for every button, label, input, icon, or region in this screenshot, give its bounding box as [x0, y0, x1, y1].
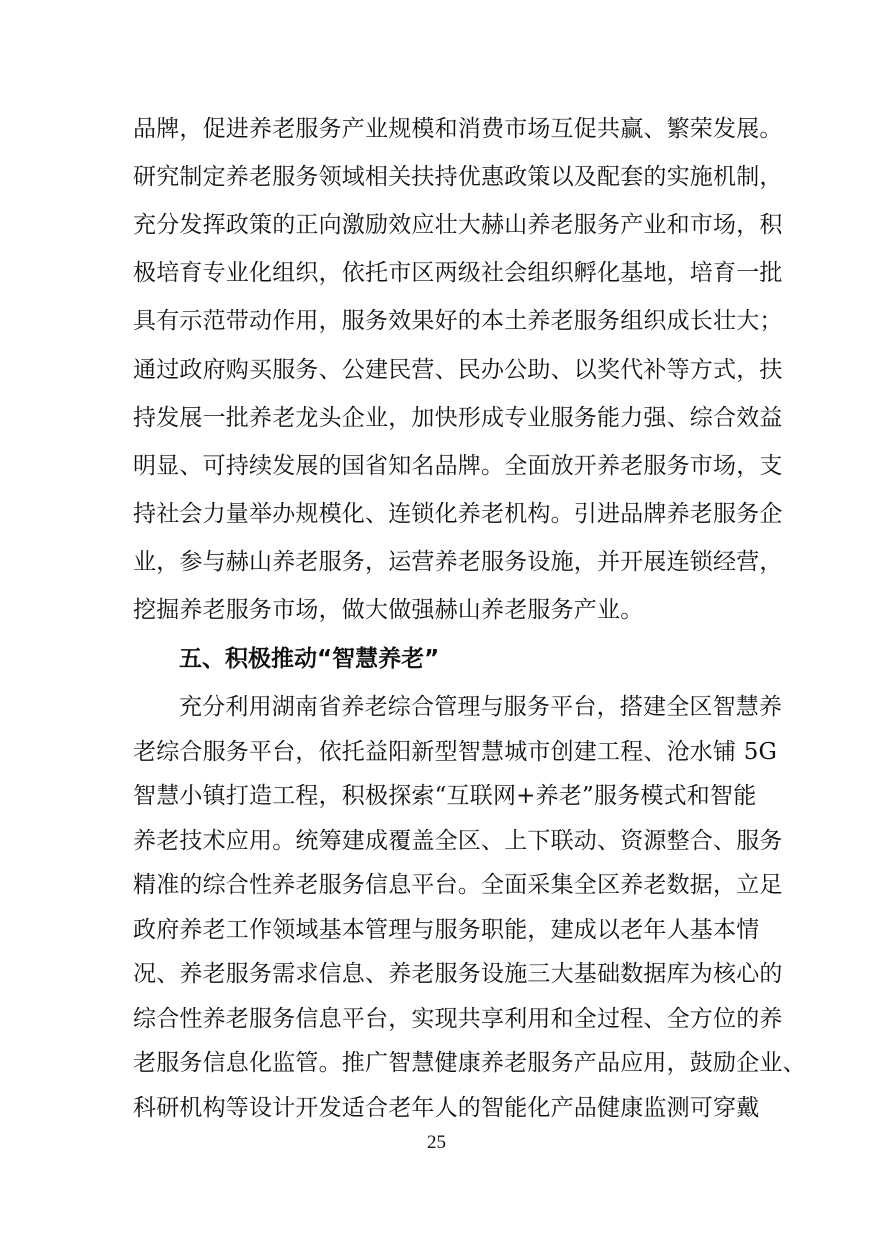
text-line: 持社会力量举办规模化、连锁化养老机构。引进品牌养老服务企 — [133, 501, 783, 527]
text-line: 充分发挥政策的正向激励效应壮大赫山养老服务产业和市场，积 — [133, 212, 783, 238]
page-number: 25 — [427, 1132, 446, 1153]
text-line: 况、养老服务需求信息、养老服务设施三大基础数据库为核心的 — [133, 961, 783, 987]
text-line: 挖掘养老服务市场，做大做强赫山养老服务产业。 — [133, 597, 644, 623]
text-line: 综合性养老服务信息平台，实现共享利用和全过程、全方位的养 — [133, 1006, 783, 1032]
text-line: 品牌，促进养老服务产业规模和消费市场互促共赢、繁荣发展。 — [133, 116, 783, 142]
text-line: 充分利用湖南省养老综合管理与服务平台，搭建全区智慧养 — [179, 694, 783, 720]
text-line: 具有示范带动作用，服务效果好的本土养老服务组织成长壮大； — [133, 308, 783, 334]
text-line: 明显、可持续发展的国省知名品牌。全面放开养老服务市场，支 — [133, 453, 783, 479]
text-line: 极培育专业化组织，依托市区两级社会组织孵化基地，培育一批 — [133, 260, 783, 286]
text-line: 持发展一批养老龙头企业，加快形成专业服务能力强、综合效益 — [133, 405, 783, 431]
section-heading: 五、积极推动“智慧养老” — [179, 646, 440, 672]
text-line: 业，参与赫山养老服务，运营养老服务设施，并开展连锁经营， — [133, 549, 783, 575]
text-line: 通过政府购买服务、公建民营、民办公助、以奖代补等方式，扶 — [133, 357, 783, 383]
text-line: 智慧小镇打造工程，积极探索“互联网+养老”服务模式和智能 — [133, 783, 757, 809]
text-line: 科研机构等设计开发适合老年人的智能化产品健康监测可穿戴 — [133, 1095, 760, 1121]
text-line: 老综合服务平台，依托益阳新型智慧城市创建工程、沧水铺 5G — [133, 739, 778, 765]
text-line: 精准的综合性养老服务信息平台。全面采集全区养老数据，立足 — [133, 872, 783, 898]
text-line: 老服务信息化监管。推广智慧健康养老服务产品应用，鼓励企业、 — [133, 1050, 806, 1076]
text-line: 研究制定养老服务领域相关扶持优惠政策以及配套的实施机制， — [133, 164, 783, 190]
text-line: 养老技术应用。统筹建成覆盖全区、上下联动、资源整合、服务 — [133, 828, 783, 854]
text-line: 政府养老工作领域基本管理与服务职能，建成以老年人基本情 — [133, 917, 760, 943]
